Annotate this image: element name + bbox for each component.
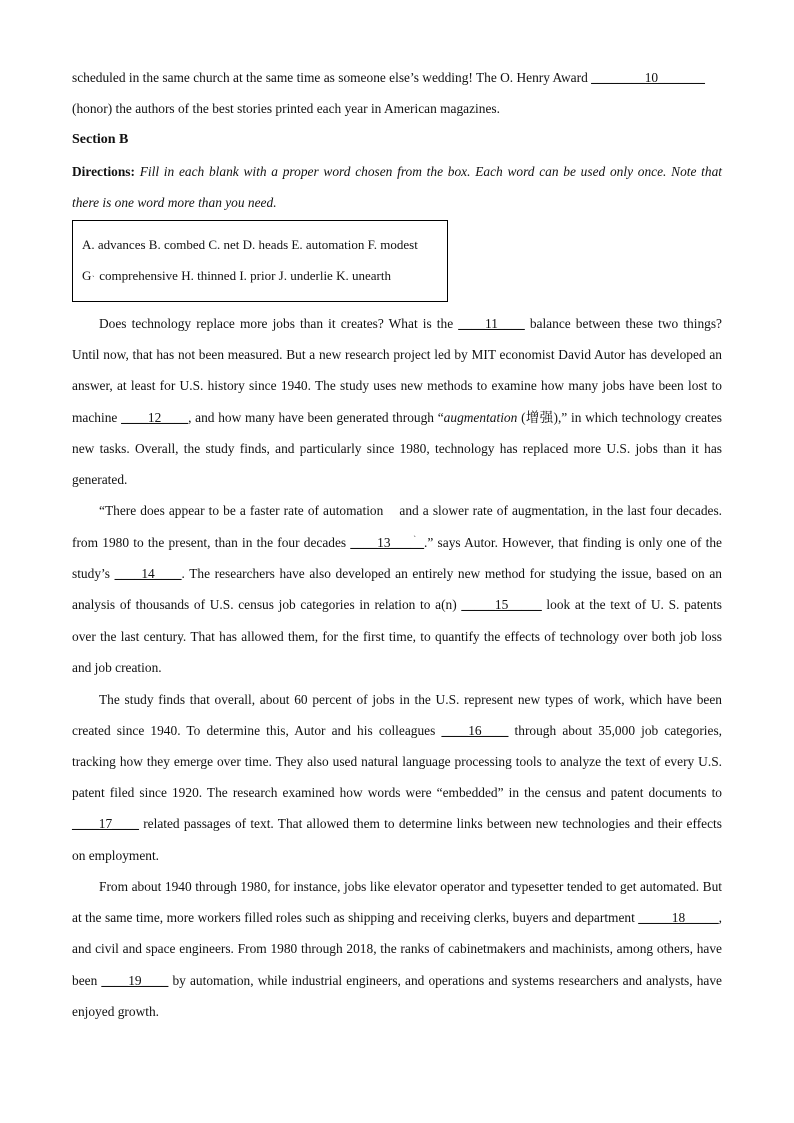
blank-12[interactable]: ____12____: [121, 409, 189, 425]
p4-text-2: , and civil and space engineers. From 1980 through 2018, the ranks of cabinetmakers and machinists, among others, have been: [72, 910, 722, 988]
paragraph-4: [72, 871, 722, 1027]
paragraph-2: “There does appear to be a faster rate of automation ˎ and a slower rate of augmentation, in the last four decades. from 1980 to the present, than in the four decades ____13_____.” says Autor. However, that finding is only one of the study’s ____14____. The researchers have also developed an entirely new method for studying the issue, based on an analysis of thousands of U.S. census job categories in relation to a(n) _____15_____ look at the text of U. S. patents over the last century. That has allowed them, for the first time, to quantify the effects of technology over both job loss and job creation.: [72, 503, 723, 676]
blank-10[interactable]: ________10_______: [591, 70, 705, 85]
p2-text-3: .” says Autor. However, that finding is only one of the study’s: [72, 534, 722, 582]
p3-text-3: related passages of text. That allowed them to determine links between new technologies and their effects on employment.: [72, 816, 722, 863]
p3-text-1: The study finds that overall, about 60 percent of jobs in the U.S. represent new types of work, which have been created since 1940. To determine this, Autor and his colleagues: [72, 691, 722, 738]
stray-mark: ˎ: [92, 268, 95, 278]
paragraph-1: [72, 308, 722, 495]
document-page: [72, 62, 722, 1027]
p1-text-4: (增强),” in which technology creates new tasks. Overall, the study finds, and particularly since 1980, technology has replaced more U.S. jobs than it has generated.: [72, 409, 722, 488]
p2-text-5: look at the text of U. S. patents over the last century. That has allowed them, for the first time, to quantify the effects of technology over both job loss and job creation.: [72, 597, 722, 676]
section-heading: Section B: [72, 132, 129, 148]
p1-text-1: Does technology replace more jobs than it creates? What is the: [99, 316, 459, 332]
p2-text-2: and a slower rate of augmentation, in the last four decades. from 1980 to the present, than in the four decades: [72, 503, 723, 550]
word-box-option-g: G ˎ: [82, 268, 95, 284]
blank-16[interactable]: ____16____: [441, 722, 509, 738]
word-box-row-2-text: comprehensive H. thinned I. prior J. underlie K. unearth: [96, 268, 391, 284]
blank-19[interactable]: ____19____: [101, 972, 169, 988]
directions-text: Fill in each blank with a proper word chosen from the box. Each word can be used only once. Note that there is one word more than you need.: [72, 163, 722, 210]
blank-13[interactable]: ____13_____: [350, 534, 425, 550]
p1-text-3: , and how many have been generated through “: [188, 409, 444, 425]
blank-11[interactable]: ____11____: [458, 316, 525, 332]
p2-text-1: “There does appear to be a faster rate of automation: [99, 503, 384, 519]
blank-18[interactable]: _____18_____: [638, 910, 719, 926]
directions: [72, 156, 722, 218]
intro-text-2: (honor) the authors of the best stories printed each year in American magazines.: [72, 101, 500, 117]
blank-14[interactable]: ____14____: [114, 566, 182, 582]
intro-text: scheduled in the same church at the same time as someone else’s wedding! The O. Henry Award: [72, 70, 592, 85]
blank-15[interactable]: _____15_____: [461, 597, 542, 613]
intro-paragraph: [72, 62, 722, 124]
directions-label: Directions:: [72, 163, 135, 179]
p2-text-4: . The researchers have also developed an entirely new method for studying the issue, based on an analysis of thousands of U.S. census job categories in relation to a(n): [72, 566, 722, 613]
p1-text-2: balance between these two things? Until now, that has not been measured. But a new research project led by MIT economist David Autor has developed an answer, at least for U.S. history since 1940. The study uses new methods to examine how many jobs have been lost to machine: [72, 316, 722, 425]
paragraph-3: [72, 684, 722, 871]
p4-text-3: by automation, while industrial engineers, and operations and systems researchers and analysts, have enjoyed growth.: [72, 972, 722, 1019]
p4-text-1: From about 1940 through 1980, for instance, jobs like elevator operator and typesetter tended to get automated. But at the same time, more workers filled roles such as shipping and receiving clerks, buyers and department: [72, 878, 722, 926]
blank-17[interactable]: ____17____: [72, 816, 139, 832]
p1-italic-term: augmentation: [443, 409, 518, 425]
word-box: [72, 220, 448, 302]
word-box-row-1: A. advances B. combed C. net D. heads E. automation F. modest: [82, 237, 418, 253]
word-box-row-2: [82, 260, 447, 291]
p3-text-2: through about 35,000 job categories, tracking how they emerge over time. They also used natural language processing tools to analyze the text of every U.S. patent filed since 1920. The research examined how words were “embedded” in the census and patent documents to: [72, 722, 722, 801]
